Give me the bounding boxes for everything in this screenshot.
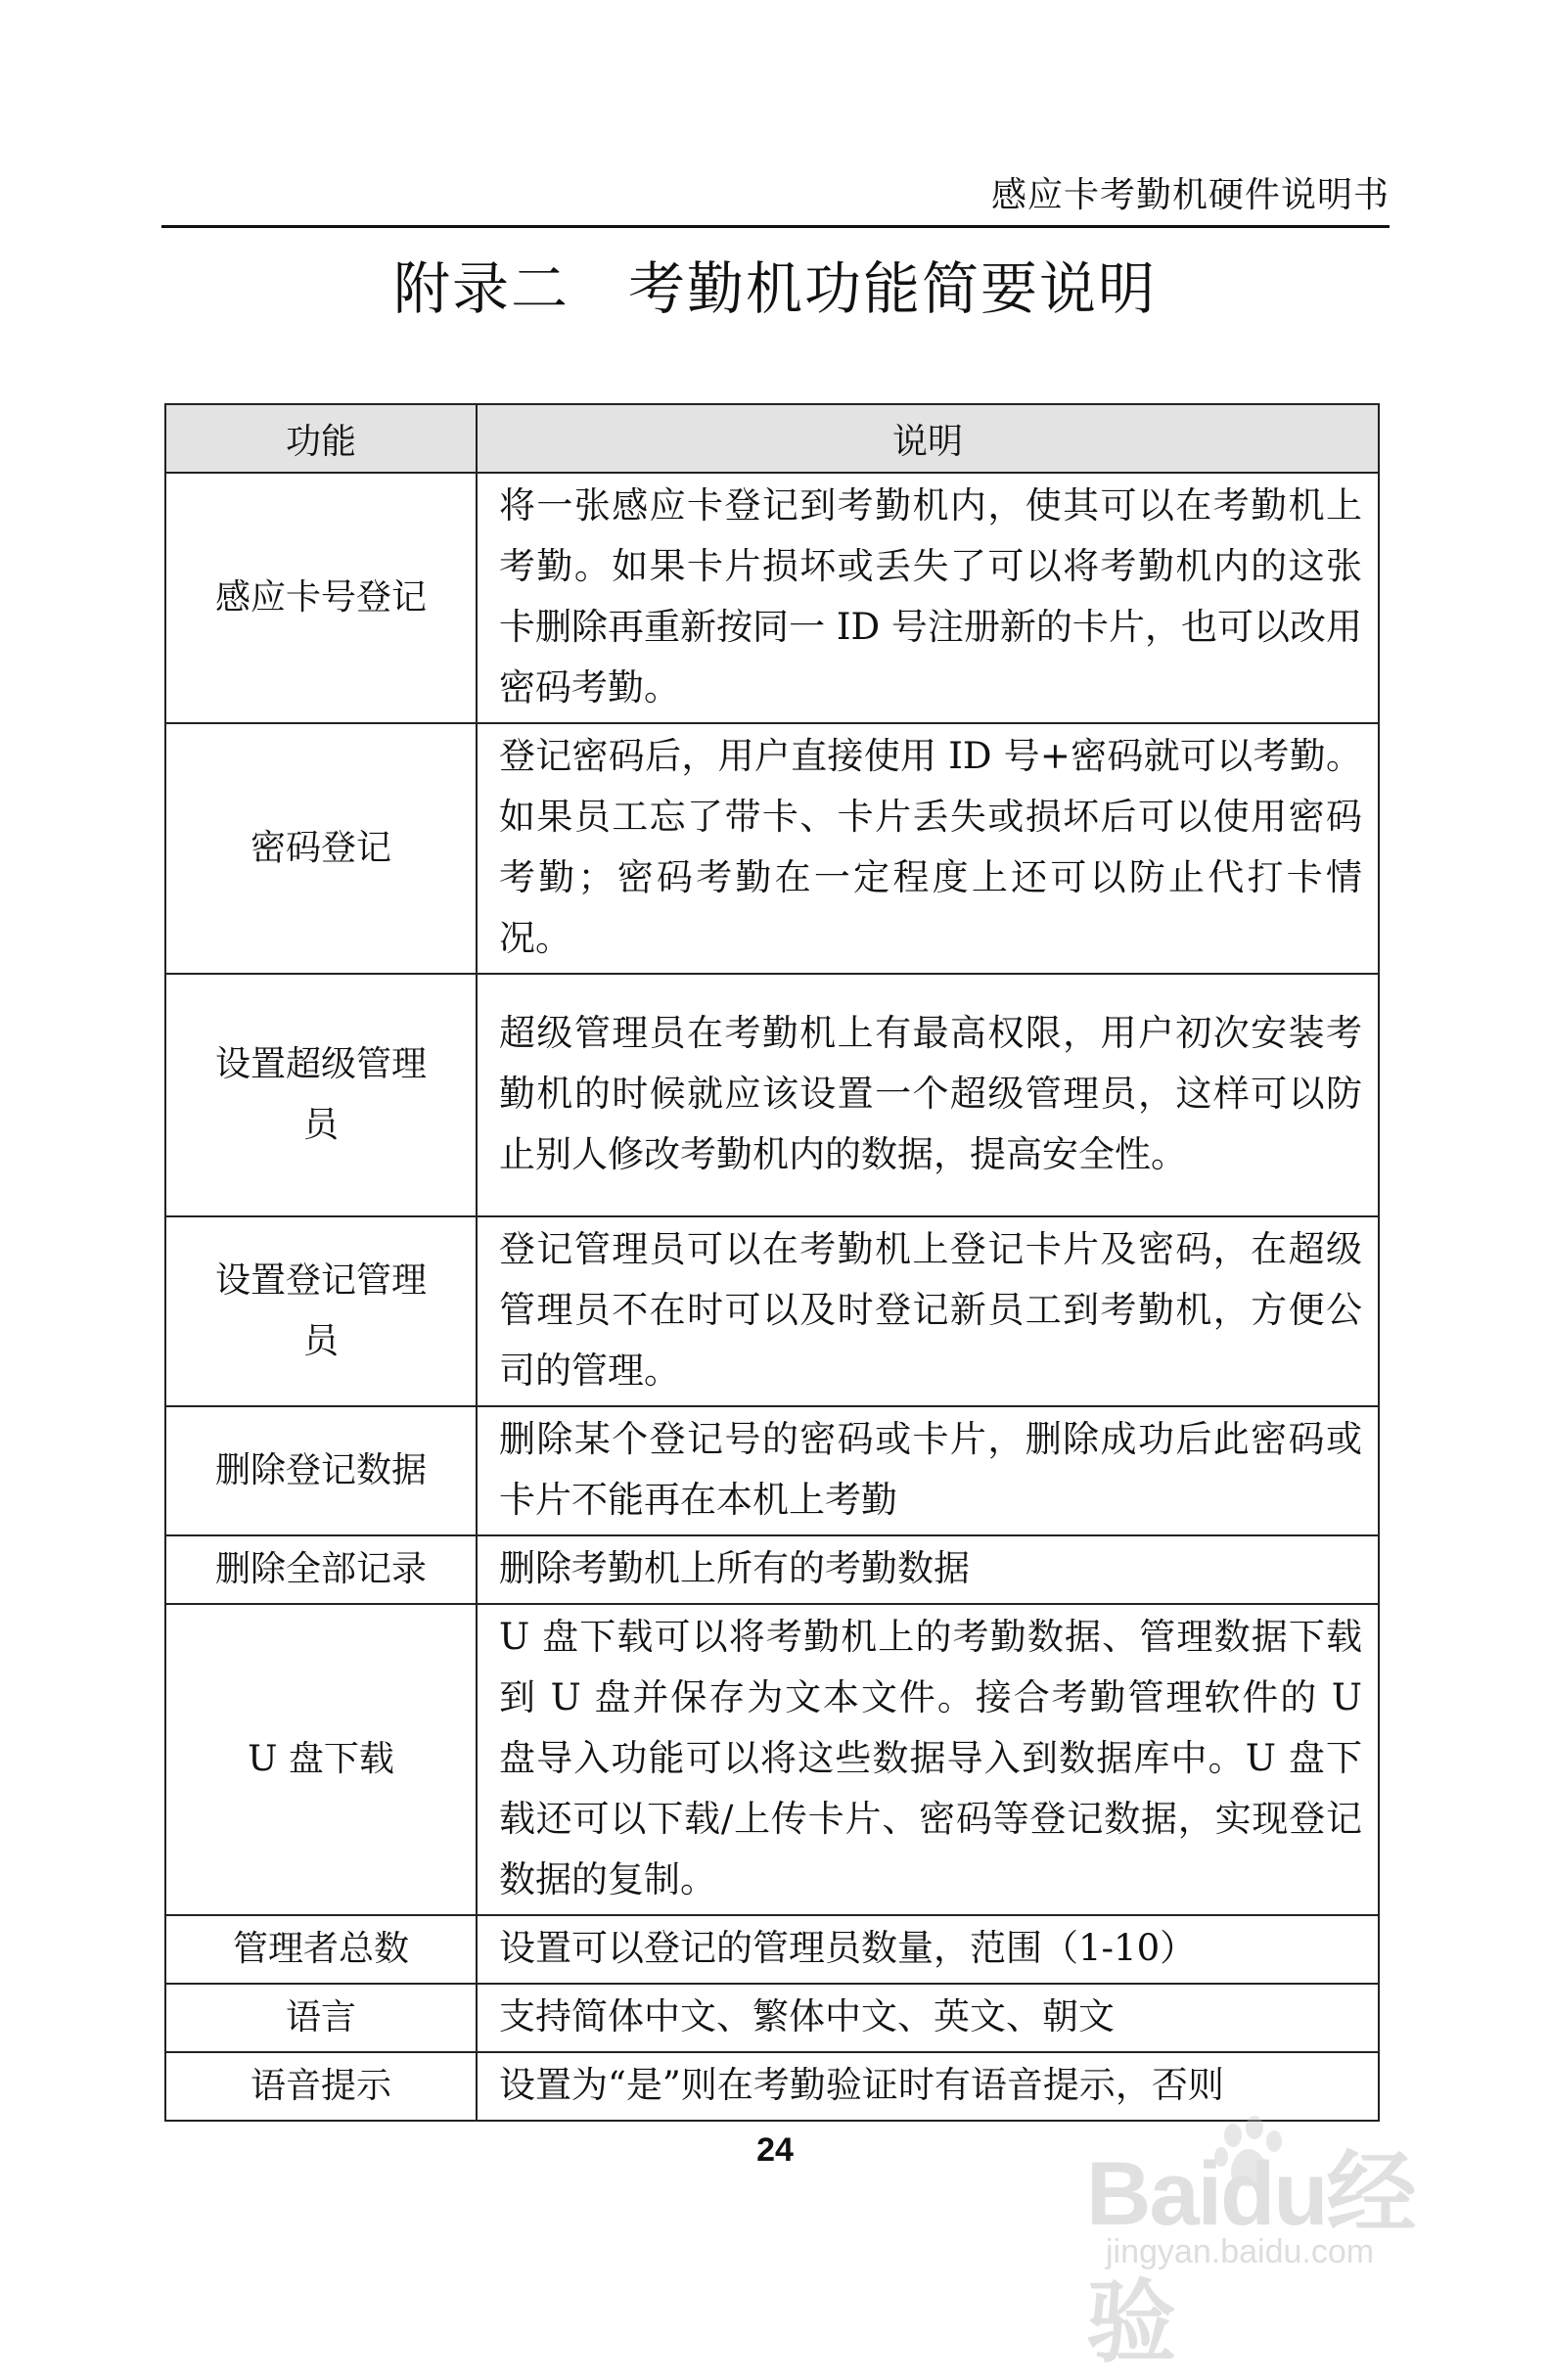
- watermark-brand: Baidu经验: [1086, 2144, 1415, 2373]
- function-cell: 语音提示: [165, 2052, 477, 2121]
- description-cell: 删除某个登记号的密码或卡片，删除成功后此密码或卡片不能再在本机上考勤: [477, 1406, 1379, 1535]
- page-number: 24: [756, 2131, 794, 2169]
- table-row: [165, 1915, 1379, 1984]
- description-cell: 将一张感应卡登记到考勤机内，使其可以在考勤机上考勤。如果卡片损坏或丢失了可以将考勤机内的这张卡删除再重新按同一 ID 号注册新的卡片，也可以改用密码考勤。: [477, 473, 1379, 723]
- function-cell: U 盘下载: [165, 1604, 477, 1915]
- function-cell: 删除登记数据: [165, 1406, 477, 1535]
- description-cell: 删除考勤机上所有的考勤数据: [477, 1535, 1379, 1604]
- function-cell: 感应卡号登记: [165, 473, 477, 723]
- table-row: [165, 723, 1379, 974]
- description-cell: 超级管理员在考勤机上有最高权限，用户初次安装考勤机的时候就应该设置一个超级管理员，这样可以防止别人修改考勤机内的数据，提高安全性。: [477, 974, 1379, 1216]
- description-cell: U 盘下载可以将考勤机上的考勤数据、管理数据下载到 U 盘并保存为文本文件。接合考勤管理软件的 U 盘导入功能可以将这些数据导入到数据库中。U 盘下载还可以下载/上传卡片、密码等登记数据，实现登记数据的复制。: [477, 1604, 1379, 1915]
- header-function: 功能: [165, 404, 477, 473]
- header-description: 说明: [477, 404, 1379, 473]
- description-cell: 支持简体中文、繁体中文、英文、朝文: [477, 1984, 1379, 2052]
- table-row: [165, 1604, 1379, 1915]
- function-cell: 设置超级管理员: [165, 974, 477, 1216]
- table-header-row: [165, 404, 1379, 473]
- description-cell: 设置可以登记的管理员数量，范围（1-10）: [477, 1915, 1379, 1984]
- table-row: [165, 473, 1379, 723]
- running-header: [161, 166, 1390, 228]
- table-row: [165, 1984, 1379, 2052]
- function-cell: 管理者总数: [165, 1915, 477, 1984]
- watermark-url: jingyan.baidu.com: [1106, 2233, 1375, 2270]
- function-cell: 删除全部记录: [165, 1535, 477, 1604]
- table-row: [165, 1406, 1379, 1535]
- function-table: [164, 403, 1380, 2122]
- description-cell: 登记密码后，用户直接使用 ID 号+密码就可以考勤。如果员工忘了带卡、卡片丢失或损坏后可以使用密码考勤；密码考勤在一定程度上还可以防止代打卡情况。: [477, 723, 1379, 974]
- table-row: [165, 1216, 1379, 1406]
- running-header-title: 感应卡考勤机硬件说明书: [990, 175, 1390, 215]
- function-cell: 语言: [165, 1984, 477, 2052]
- page-title: 附录二 考勤机功能简要说明: [392, 255, 1157, 322]
- description-cell: 设置为“是”则在考勤验证时有语音提示，否则: [477, 2052, 1379, 2121]
- function-cell: 密码登记: [165, 723, 477, 974]
- table-row: [165, 974, 1379, 1216]
- function-cell: 设置登记管理员: [165, 1216, 477, 1406]
- baidu-jingyan-watermark: [1067, 2104, 1458, 2373]
- description-cell: 登记管理员可以在考勤机上登记卡片及密码，在超级管理员不在时可以及时登记新员工到考勤机，方便公司的管理。: [477, 1216, 1379, 1406]
- table-row: [165, 1535, 1379, 1604]
